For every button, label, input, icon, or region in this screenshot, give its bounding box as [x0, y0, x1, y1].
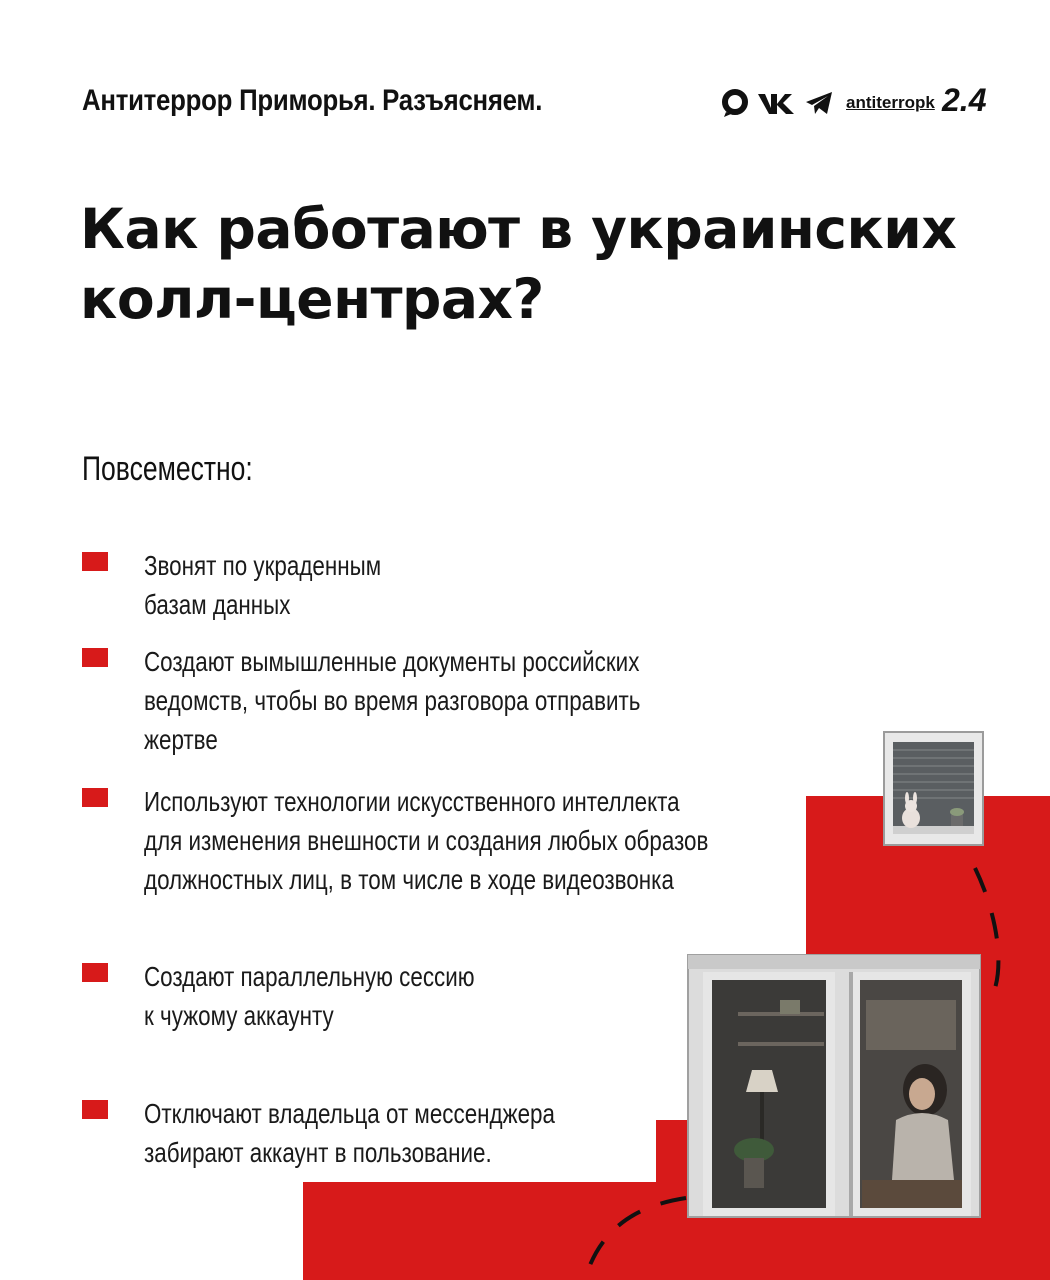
page-number: 2.4	[942, 82, 987, 118]
vk-icon[interactable]	[756, 88, 798, 118]
list-item-text: Звонят по украденным базам данных	[144, 550, 382, 620]
bullet-marker	[82, 648, 108, 667]
telegram-icon[interactable]	[804, 88, 834, 118]
list-item-text: Используют технологии искусственного интеллекта для изменения внешности и создания любых образов должностных лиц, в том числе в ходе видеозвонка	[144, 786, 709, 895]
bullet-marker	[82, 1100, 108, 1119]
bullet-marker	[82, 788, 108, 807]
list-item-text: Создают вымышленные документы российских ведомств, чтобы во время разговора отправить жертве	[144, 646, 641, 755]
brand-title: Антитеррор Приморья. Разъясняем.	[82, 84, 543, 117]
page-title: Как работают в украинских колл-центрах?	[80, 197, 957, 331]
small-window-illustration	[884, 732, 983, 845]
bullet-marker	[82, 552, 108, 571]
list-item-text: Отключают владельца от мессенджера забирают аккаунт в пользование.	[144, 1098, 555, 1168]
social-links	[720, 80, 935, 126]
bullet-marker	[82, 963, 108, 982]
social-handle[interactable]: antiterropk	[846, 93, 935, 112]
ok-icon[interactable]	[720, 88, 750, 118]
section-subtitle: Повсеместно:	[82, 450, 253, 488]
list-item-text: Создают параллельную сессию к чужому аккаунту	[144, 961, 475, 1031]
